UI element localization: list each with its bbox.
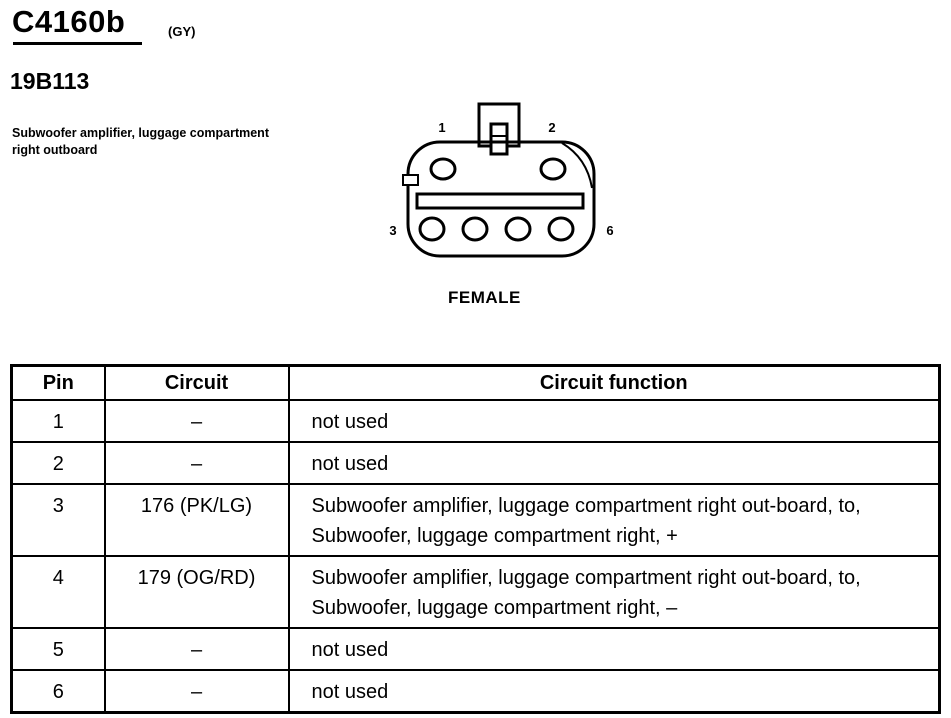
circuit-cell: –: [105, 628, 289, 670]
pin-cell: 1: [12, 400, 105, 442]
table-header-row: [12, 366, 940, 401]
pin-3-socket: [420, 218, 444, 240]
pin-cell: 6: [12, 670, 105, 713]
part-number: 19B113: [10, 68, 90, 94]
circuit-cell: 176 (PK/LG): [105, 484, 289, 556]
pin-label-2: 2: [548, 120, 556, 135]
function-cell: not used: [289, 628, 940, 670]
pin-cell: 5: [12, 628, 105, 670]
table-row: [12, 670, 940, 713]
pin-label-1: 1: [438, 120, 446, 135]
function-cell: not used: [289, 670, 940, 713]
pin-4-socket: [463, 218, 487, 240]
title-underline: [13, 42, 142, 45]
table-row: [12, 400, 940, 442]
table-row: [12, 484, 940, 556]
connector-key-notch: [403, 175, 418, 185]
pin-5-socket: [506, 218, 530, 240]
pin-1-socket: [431, 159, 455, 179]
function-cell: Subwoofer amplifier, luggage compartment right out-board, to, Subwoofer, luggage compartment right, +: [289, 484, 940, 556]
header-pin: Pin: [12, 366, 105, 401]
connector-latch-tab: [491, 124, 507, 154]
function-cell: not used: [289, 442, 940, 484]
table-row: [12, 442, 940, 484]
pin-cell: 2: [12, 442, 105, 484]
circuit-cell: –: [105, 442, 289, 484]
connector-description: Subwoofer amplifier, luggage compartment right outboard: [12, 126, 269, 157]
table-row: [12, 556, 940, 628]
pin-label-3: 3: [389, 223, 397, 238]
pin-cell: 3: [12, 484, 105, 556]
connector-diagram: [380, 98, 630, 268]
connector-corner-bevel: [562, 143, 592, 188]
header-circuit: Circuit: [105, 366, 289, 401]
pin-cell: 4: [12, 556, 105, 628]
function-cell: not used: [289, 400, 940, 442]
table-row: [12, 628, 940, 670]
circuit-cell: –: [105, 400, 289, 442]
connector-id: C4160b: [12, 4, 126, 39]
pin-table: [10, 364, 941, 714]
pin-2-socket: [541, 159, 565, 179]
circuit-cell: –: [105, 670, 289, 713]
connector-gender: FEMALE: [448, 288, 521, 307]
circuit-cell: 179 (OG/RD): [105, 556, 289, 628]
pin-6-socket: [549, 218, 573, 240]
header-circuit-function: Circuit function: [289, 366, 940, 401]
pin-label-6: 6: [606, 223, 614, 238]
connector-slot: [417, 194, 583, 208]
connector-color-code: (GY): [168, 24, 196, 39]
function-cell: Subwoofer amplifier, luggage compartment right out-board, to, Subwoofer, luggage compartment right, –: [289, 556, 940, 628]
